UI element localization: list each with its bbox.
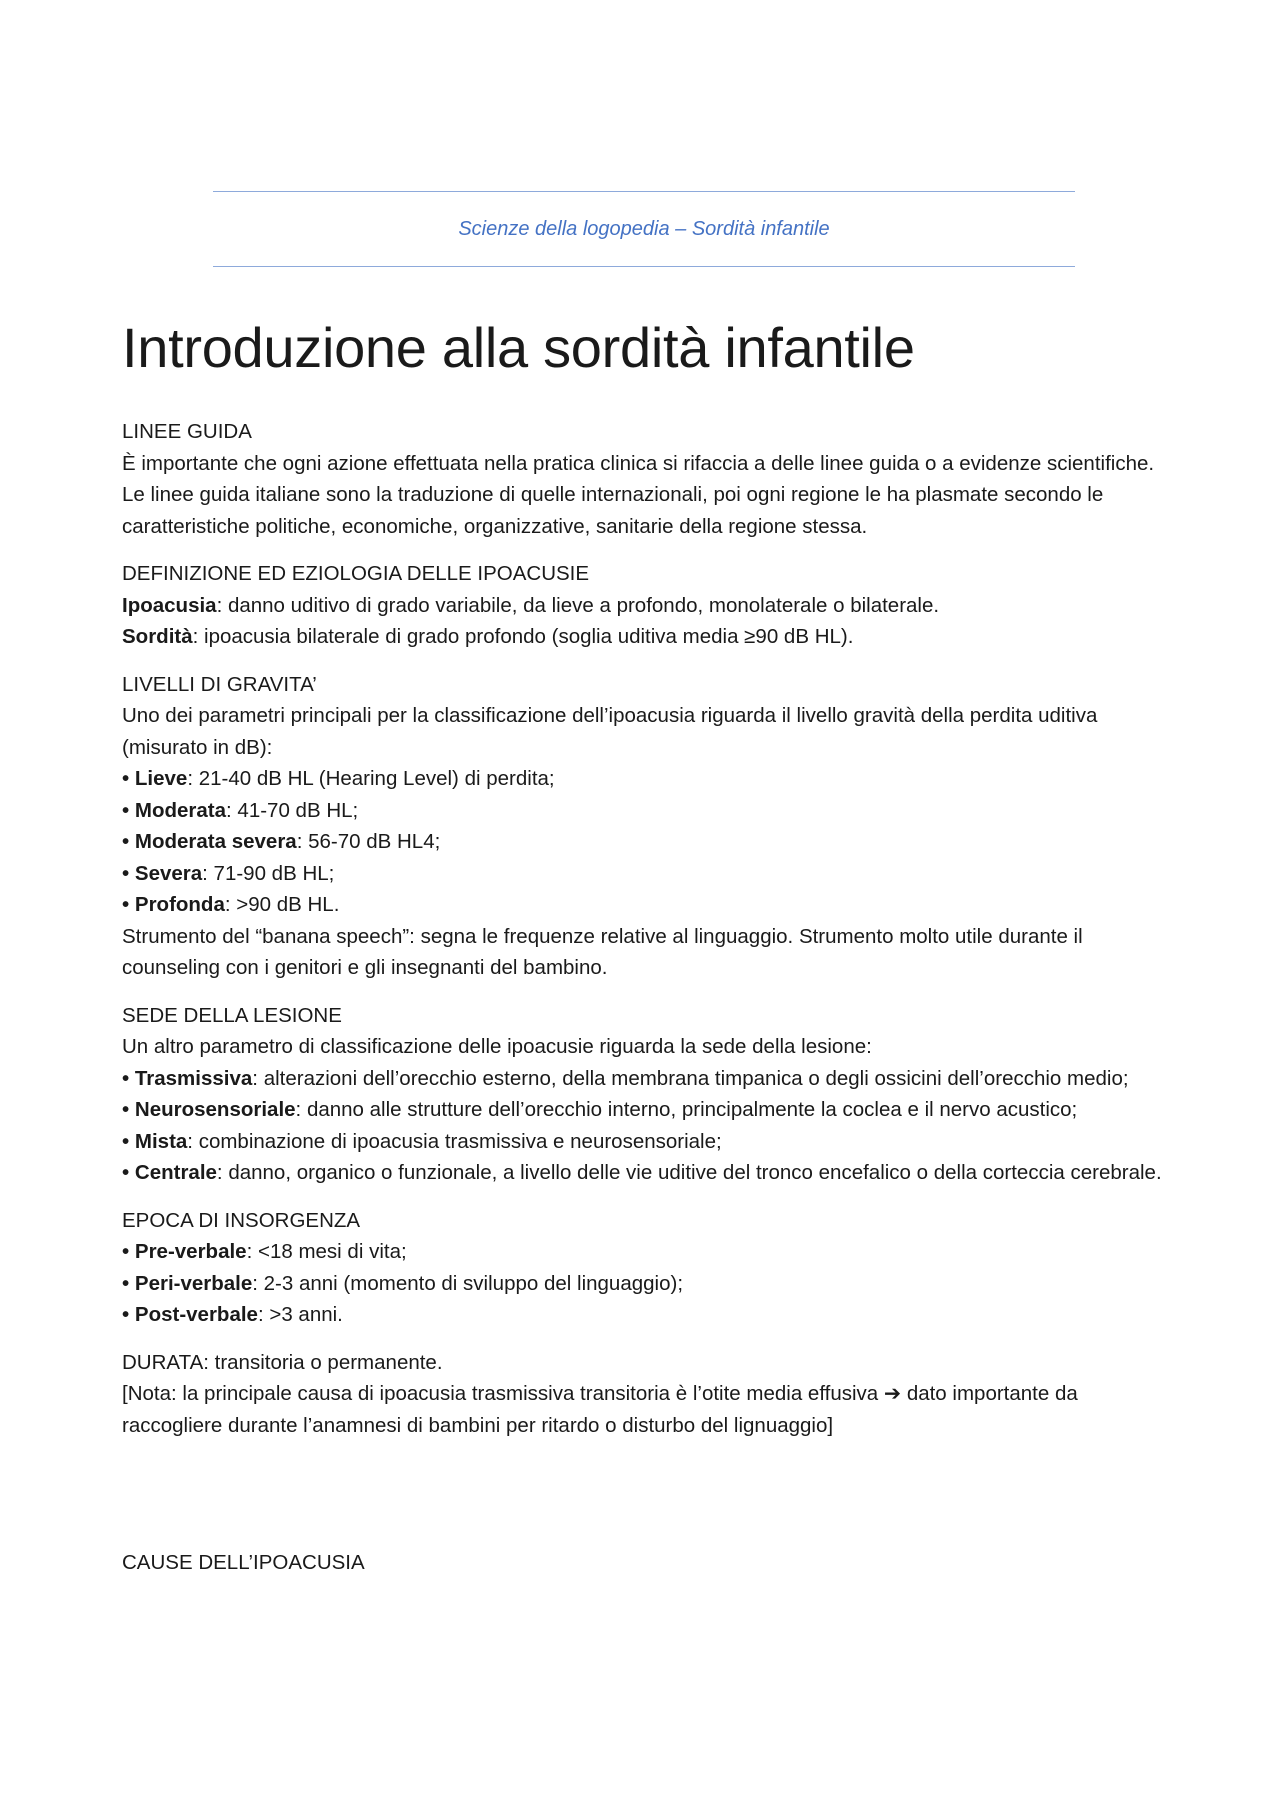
list-item-term: Post-verbale <box>134 1303 258 1326</box>
list-item-text: : >3 anni. <box>257 1303 343 1326</box>
list-item-text: : danno, organico o funzionale, a livello delle vie uditive del tronco encefalico o della corteccia cerebrale. <box>216 1161 1162 1184</box>
list-item <box>122 1063 1167 1095</box>
list-item-text: : 21-40 dB HL (Hearing Level) di perdita; <box>187 767 555 790</box>
bullet-glyph: • <box>122 893 130 916</box>
list-item-text: : danno alle strutture dell’orecchio interno, principalmente la coclea e il nervo acustico; <box>295 1098 1078 1121</box>
bullet-glyph: • <box>122 861 130 885</box>
list-item-term: Severa <box>134 861 203 885</box>
definition-item <box>122 590 1167 622</box>
blank-space <box>122 1457 1167 1547</box>
list-item <box>122 889 1167 921</box>
list-item-term: Moderata <box>134 798 227 822</box>
section-paragraph: Uno dei parametri principali per la classificazione dell’ipoacusia riguarda il livello gravità della perdita uditiva (misurato in dB): <box>122 704 1098 759</box>
section-definizione <box>122 558 1167 653</box>
list-item-text: : 71-90 dB HL; <box>202 861 335 885</box>
definition-term: Sordità <box>122 625 193 648</box>
bullet-glyph: • <box>122 1066 130 1090</box>
list-item <box>122 1236 1167 1268</box>
right-arrow-icon: ➔ <box>883 1382 902 1405</box>
note-text-before: [Nota: la principale causa di ipoacusia trasmissiva transitoria è l’otite media effusiva <box>122 1382 879 1405</box>
section-livelli-gravita <box>122 669 1167 984</box>
list-item-text: : 2-3 anni (momento di sviluppo del linguaggio); <box>252 1271 684 1295</box>
list-item-term: Lieve <box>134 767 188 790</box>
list-item-term: Mista <box>134 1129 188 1153</box>
list-item-term: Profonda <box>134 893 225 916</box>
section-durata <box>122 1347 1167 1442</box>
section-sede-lesione <box>122 1000 1167 1189</box>
list-item-term: Trasmissiva <box>134 1066 253 1090</box>
section-heading: CAUSE DELL’IPOACUSIA <box>122 1551 365 1574</box>
definition-text: : danno uditivo di grado variabile, da lieve a profondo, monolaterale o bilaterale. <box>216 593 940 617</box>
definition-item <box>122 621 1167 653</box>
section-heading: EPOCA DI INSORGENZA <box>122 1208 361 1232</box>
note-text-after: dato importante da raccogliere durante l’anamnesi di bambini per ritardo o disturbo del lignuaggio] <box>122 1382 1078 1437</box>
note-paragraph <box>122 1378 1167 1441</box>
list-item-term: Peri-verbale <box>134 1271 253 1295</box>
page-title: Introduzione alla sordità infantile <box>122 316 915 379</box>
durata-line: DURATA: transitoria o permanente. <box>122 1350 443 1374</box>
running-header <box>213 191 1075 267</box>
list-item-term: Centrale <box>134 1161 217 1184</box>
list-item <box>122 1094 1167 1126</box>
section-paragraph: È importante che ogni azione effettuata nella pratica clinica si rifaccia a delle linee guida o a evidenze scientifiche. Le linee guida italiane sono la traduzione di quelle internazionali, poi ogni regione le ha plasmate secondo le caratteristiche politiche, economiche, organizzative, sanitarie della regione stessa. <box>122 451 1155 538</box>
document-body <box>122 312 1167 1595</box>
list-item-text: : <18 mesi di vita; <box>246 1240 407 1263</box>
list-item-text: : 56-70 dB HL4; <box>296 830 441 853</box>
header-bottom-rule <box>213 266 1075 267</box>
bullet-glyph: • <box>122 1129 130 1153</box>
list-item-term: Pre-verbale <box>134 1240 247 1263</box>
section-heading: LIVELLI DI GRAVITA’ <box>122 672 317 696</box>
section-heading: DEFINIZIONE ED EZIOLOGIA DELLE IPOACUSIE <box>122 562 590 585</box>
list-item <box>122 763 1167 795</box>
list-item <box>122 1126 1167 1158</box>
section-epoca-insorgenza <box>122 1205 1167 1331</box>
list-item <box>122 1299 1167 1331</box>
definition-text: : ipoacusia bilaterale di grado profondo (soglia uditiva media ≥90 dB HL). <box>192 625 854 648</box>
section-heading: SEDE DELLA LESIONE <box>122 1003 342 1027</box>
bullet-glyph: • <box>122 1098 130 1121</box>
bullet-glyph: • <box>122 1240 130 1263</box>
definition-term: Ipoacusia <box>122 593 217 617</box>
list-item-text: : >90 dB HL. <box>224 893 340 916</box>
section-cause <box>122 1547 1167 1579</box>
bullet-glyph: • <box>122 767 130 790</box>
list-item <box>122 1268 1167 1300</box>
running-title: Scienze della logopedia – Sordità infantile <box>458 218 830 240</box>
list-item-text: : alterazioni dell’orecchio esterno, della membrana timpanica o degli ossicini dell’orecchio medio; <box>252 1066 1129 1090</box>
section-paragraph: Un altro parametro di classificazione delle ipoacusie riguarda la sede della lesione: <box>122 1035 872 1058</box>
list-item-text: : combinazione di ipoacusia trasmissiva e neurosensoriale; <box>187 1129 722 1153</box>
section-paragraph: Strumento del “banana speech”: segna le frequenze relative al linguaggio. Strumento molto utile durante il counseling con i genitori e gli insegnanti del bambino. <box>122 924 1083 979</box>
bullet-glyph: • <box>122 798 130 822</box>
list-item-text: : 41-70 dB HL; <box>226 798 359 822</box>
section-heading: LINEE GUIDA <box>122 420 252 443</box>
bullet-glyph: • <box>122 830 130 853</box>
bullet-glyph: • <box>122 1161 130 1184</box>
list-item <box>122 858 1167 890</box>
bullet-glyph: • <box>122 1303 130 1326</box>
section-linee-guida <box>122 416 1167 542</box>
list-item <box>122 826 1167 858</box>
list-item <box>122 795 1167 827</box>
list-item <box>122 1157 1167 1189</box>
bullet-glyph: • <box>122 1271 130 1295</box>
list-item-term: Neurosensoriale <box>134 1098 296 1121</box>
list-item-term: Moderata severa <box>134 830 297 853</box>
